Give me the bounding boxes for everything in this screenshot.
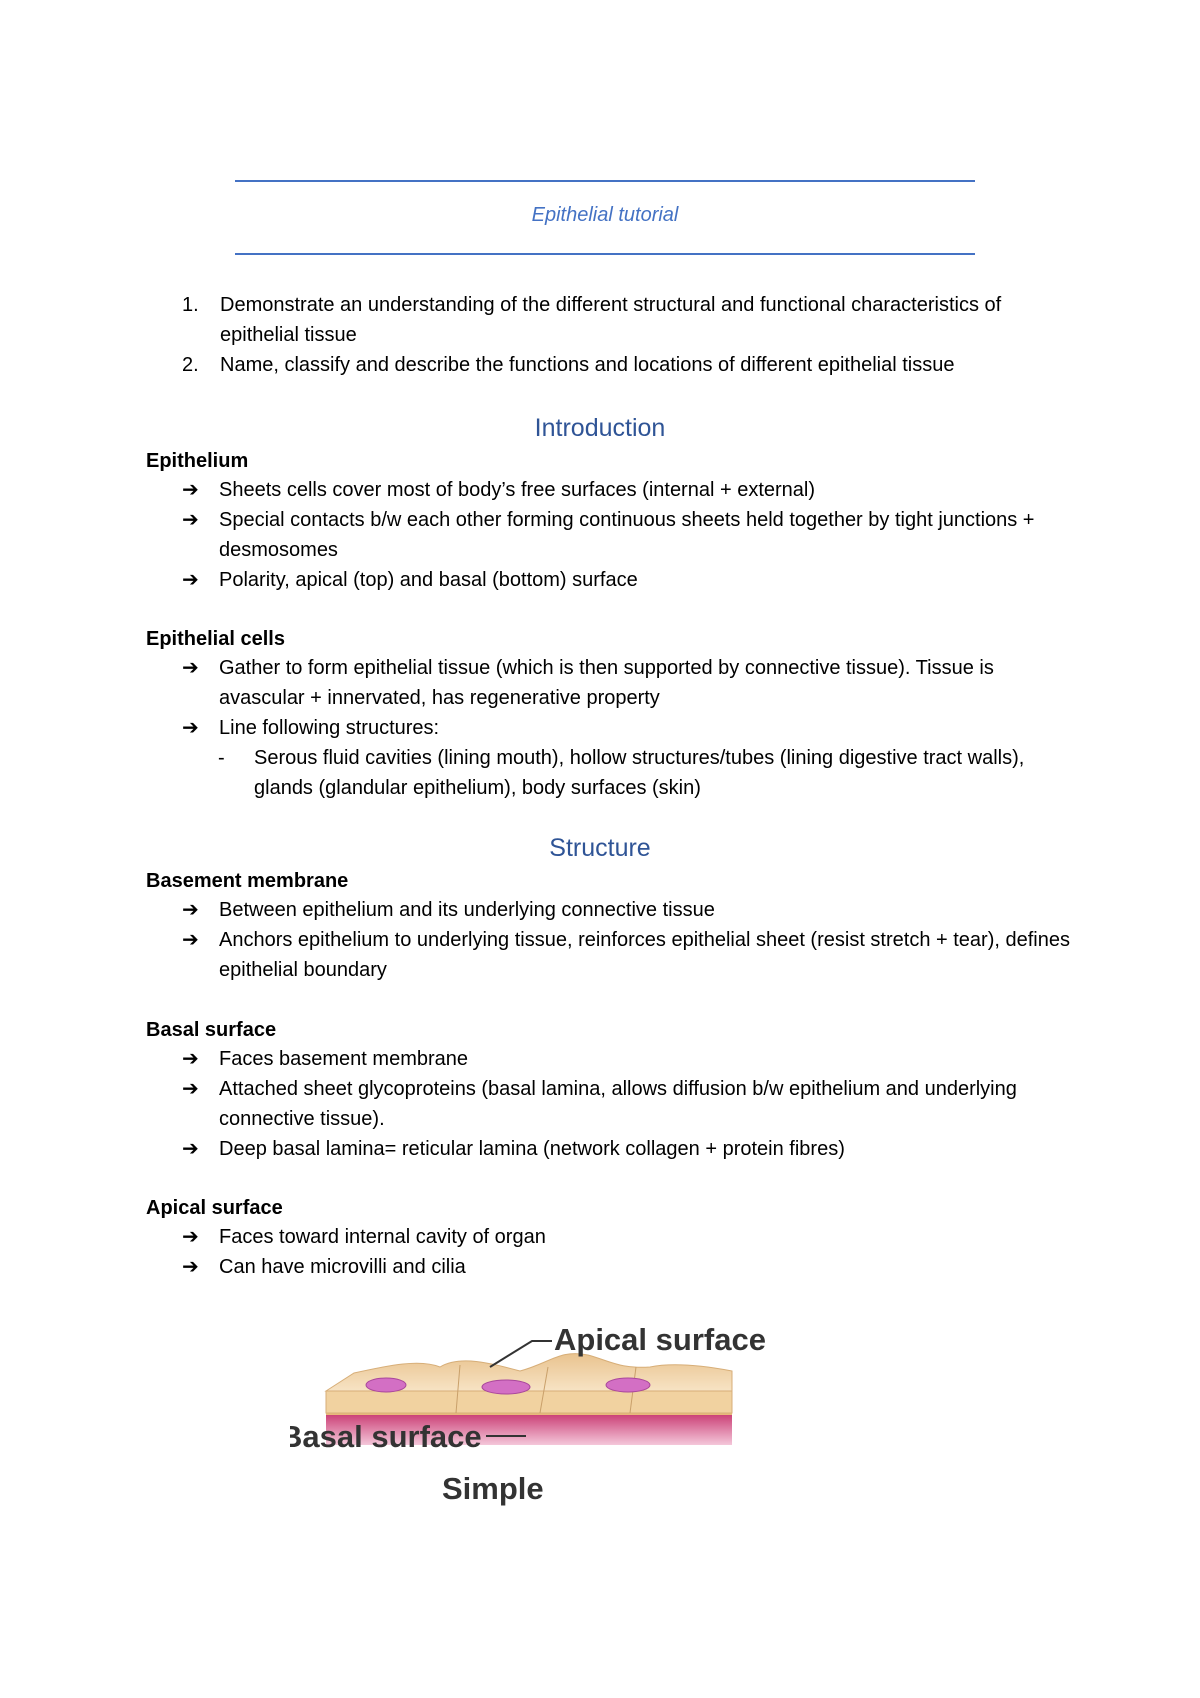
- introduction-heading: Introduction: [534, 414, 666, 442]
- bullet-text: Anchors epithelium to underlying tissue, reinforces epithelial sheet (resist stretch + tear), defines epithelial boundary: [219, 929, 1070, 981]
- bullet-item: [182, 475, 1082, 505]
- arrow-icon: ➔: [182, 1078, 199, 1100]
- basal-surface-label: Basal surface: [146, 1019, 277, 1041]
- apical-surface-label: Apical surface: [146, 1197, 283, 1219]
- arrow-icon: ➔: [182, 657, 199, 679]
- bullet-text: Faces toward internal cavity of organ: [219, 1226, 546, 1248]
- bullet-item: [182, 505, 1082, 565]
- basement-membrane-bullets: [182, 895, 1082, 985]
- objective-item: [148, 290, 1068, 350]
- bullet-text: Between epithelium and its underlying connective tissue: [219, 899, 715, 921]
- objectives-list: [148, 290, 1068, 380]
- basement-membrane-label: Basement membrane: [146, 870, 349, 892]
- bullet-item: [182, 653, 1082, 713]
- cell-nucleus: [366, 1378, 406, 1392]
- bullet-item: [182, 1074, 1082, 1134]
- arrow-icon: ➔: [182, 1138, 199, 1160]
- cell-layer-front: [326, 1391, 732, 1413]
- bullet-text: Attached sheet glycoproteins (basal lamina, allows diffusion b/w epithelium and underlying connective tissue).: [219, 1078, 1017, 1130]
- arrow-icon: ➔: [182, 479, 199, 501]
- arrow-icon: ➔: [182, 929, 199, 951]
- title-bottom-rule: [235, 253, 975, 255]
- epithelial-cells-label: Epithelial cells: [146, 628, 285, 650]
- bullet-item: [182, 1044, 1082, 1074]
- apical-surface-bullets: [182, 1222, 1082, 1282]
- objective-text: Demonstrate an understanding of the different structural and functional characteristics of epithelial tissue: [220, 294, 1002, 346]
- bullet-text: Line following structures:: [219, 717, 440, 739]
- objective-number: 1.: [182, 294, 199, 316]
- bullet-text: Faces basement membrane: [219, 1048, 469, 1070]
- bullet-text: Can have microvilli and cilia: [219, 1256, 466, 1278]
- objective-number: 2.: [182, 354, 199, 376]
- epithelium-label: Epithelium: [146, 450, 249, 472]
- arrow-icon: ➔: [182, 1048, 199, 1070]
- bullet-text: Polarity, apical (top) and basal (bottom) surface: [219, 569, 638, 591]
- sub-bullet-text: Serous fluid cavities (lining mouth), hollow structures/tubes (lining digestive tract walls), glands (glandular epithelium), body surfaces (skin): [254, 747, 1025, 799]
- objective-item: [148, 350, 1068, 380]
- bullet-item: [182, 713, 1082, 743]
- objective-text: Name, classify and describe the functions and locations of different epithelial tissue: [220, 354, 955, 376]
- cell-nucleus: [606, 1378, 650, 1392]
- bullet-item: [182, 1134, 1082, 1164]
- sub-bullet-marker: -: [218, 747, 225, 769]
- title-top-rule: [235, 180, 975, 182]
- bullet-item: [182, 925, 1082, 985]
- structure-heading: Structure: [549, 834, 651, 862]
- bullet-item: [182, 895, 1082, 925]
- arrow-icon: ➔: [182, 1256, 199, 1278]
- bullet-item: [182, 1222, 1082, 1252]
- epithelial-cells-bullets: [182, 653, 1082, 803]
- bullet-text: Special contacts b/w each other forming continuous sheets held together by tight junctions + desmosomes: [219, 509, 1035, 561]
- basal-surface-callout: Basal surface: [290, 1419, 482, 1454]
- bullet-text: Gather to form epithelial tissue (which is then supported by connective tissue). Tissue is avascular + innervated, has regenerative property: [219, 657, 994, 709]
- simple-epithelium-figure: [290, 1305, 850, 1525]
- arrow-icon: ➔: [182, 509, 199, 531]
- bullet-item: [182, 1252, 1082, 1282]
- bullet-text: Deep basal lamina= reticular lamina (network collagen + protein fibres): [219, 1138, 845, 1160]
- document-title: Epithelial tutorial: [531, 204, 679, 226]
- epithelium-diagram: [290, 1305, 850, 1525]
- arrow-icon: ➔: [182, 569, 199, 591]
- arrow-icon: ➔: [182, 1226, 199, 1248]
- arrow-icon: ➔: [182, 899, 199, 921]
- cell-nucleus: [482, 1380, 530, 1394]
- apical-surface-callout: Apical surface: [554, 1322, 766, 1357]
- bullet-text: Sheets cells cover most of body’s free surfaces (internal + external): [219, 479, 816, 501]
- bullet-item: [182, 565, 1082, 595]
- figure-caption: Simple: [442, 1471, 544, 1506]
- epithelium-bullets: [182, 475, 1082, 595]
- arrow-icon: ➔: [182, 717, 199, 739]
- basal-surface-bullets: [182, 1044, 1082, 1164]
- sub-bullet-item: [182, 743, 1082, 803]
